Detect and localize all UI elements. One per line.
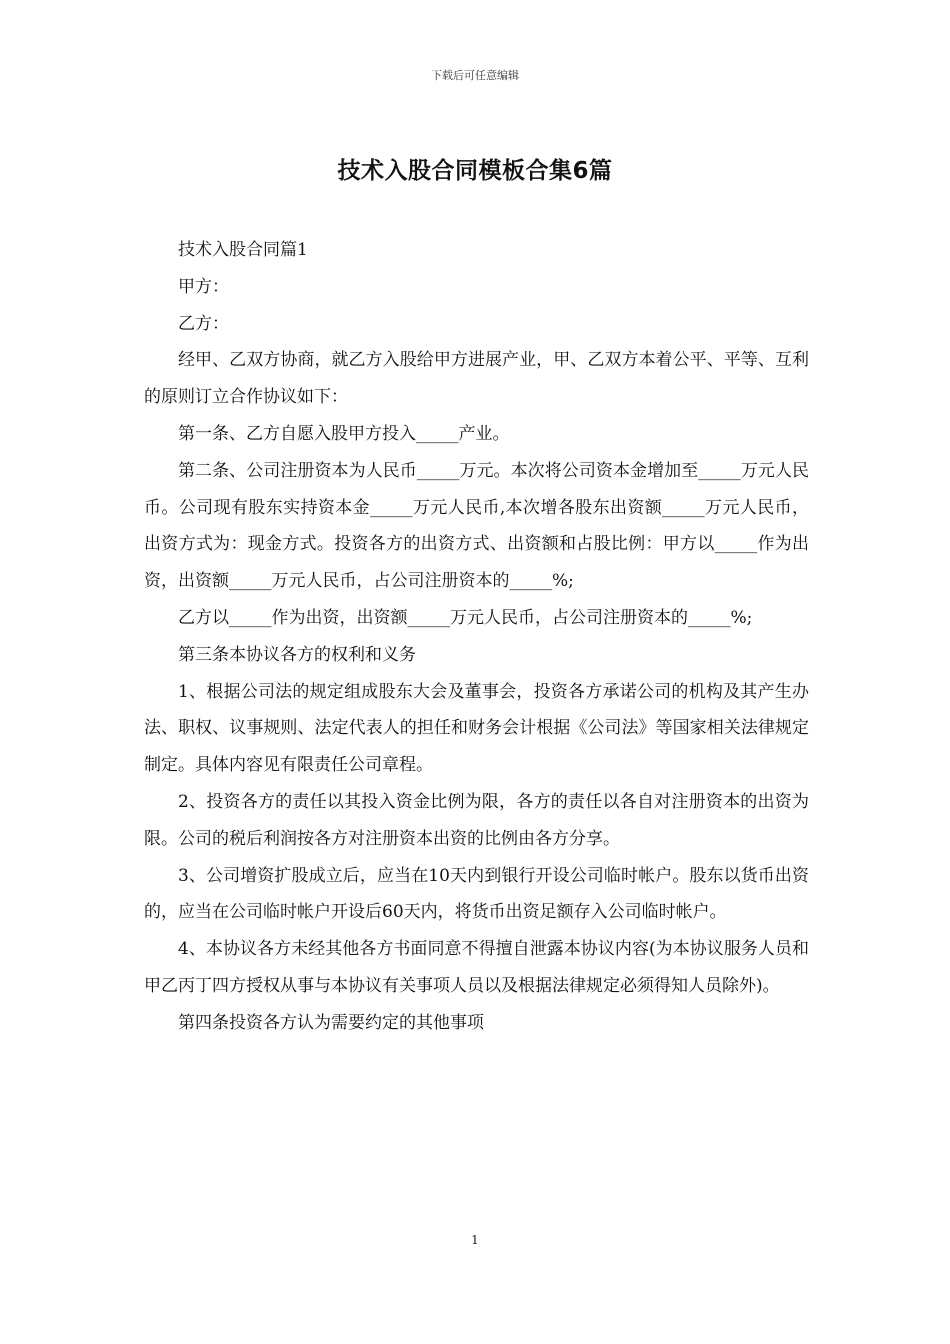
clause-3-paragraph: 3、公司增资扩股成立后，应当在10天内到银行开设公司临时帐户。股东以货币出资的，应当在公司临时帐户开设后60天内，将货币出资足额存入公司临时帐户。 xyxy=(144,865,809,923)
article-3-heading: 第三条本协议各方的权利和义务 xyxy=(178,644,416,665)
preamble-paragraph: 经甲、乙双方协商，就乙方入股给甲方进展产业，甲、乙双方本着公平、平等、互利的原则订立合作协议如下： xyxy=(144,350,809,408)
article-1-paragraph: 第一条、乙方自愿入股甲方投入_____产业。 xyxy=(178,423,510,444)
section-heading: 技术入股合同篇1 xyxy=(178,240,308,260)
clause-1-paragraph: 1、根据公司法的规定组成股东大会及董事会，投资各方承诺公司的机构及其产生办法、职权、议事规则、法定代表人的担任和财务会计根据《公司法》等国家相关法律规定制定。具体内容见有限责任公司章程。 xyxy=(144,681,809,776)
article-2-paragraph: 第二条、公司注册资本为人民币_____万元。本次将公司资本金增加至_____万元人民币。公司现有股东实持资本金_____万元人民币,本次增各股东出资额_____万元人民币，出资方式为：现金方式。投资各方的出资方式、出资额和占股比例：甲方以_____作为出资，出资额_____万元人民币，占公司注册资本的_____%; xyxy=(144,460,809,592)
clause-2-paragraph: 2、投资各方的责任以其投入资金比例为限，各方的责任以各自对注册资本的出资为限。公司的税后利润按各方对注册资本出资的比例由各方分享。 xyxy=(144,791,809,849)
document-body xyxy=(144,232,809,1042)
clause-4-paragraph: 4、本协议各方未经其他各方书面同意不得擅自泄露本协议内容(为本协议服务人员和甲乙丙丁四方授权从事与本协议有关事项人员以及根据法律规定必须得知人员除外)。 xyxy=(144,939,809,996)
header-note: 下载后可任意编辑 xyxy=(431,69,519,82)
party-b-contribution-paragraph: 乙方以_____作为出资，出资额_____万元人民币，占公司注册资本的_____%; xyxy=(178,607,753,628)
article-4-heading: 第四条投资各方认为需要约定的其他事项 xyxy=(178,1012,484,1033)
party-a-line: 甲方： xyxy=(178,276,229,297)
party-b-line: 乙方： xyxy=(178,313,229,334)
document-title: 技术入股合同模板合集6篇 xyxy=(337,158,613,184)
page-number: 1 xyxy=(471,1233,479,1247)
